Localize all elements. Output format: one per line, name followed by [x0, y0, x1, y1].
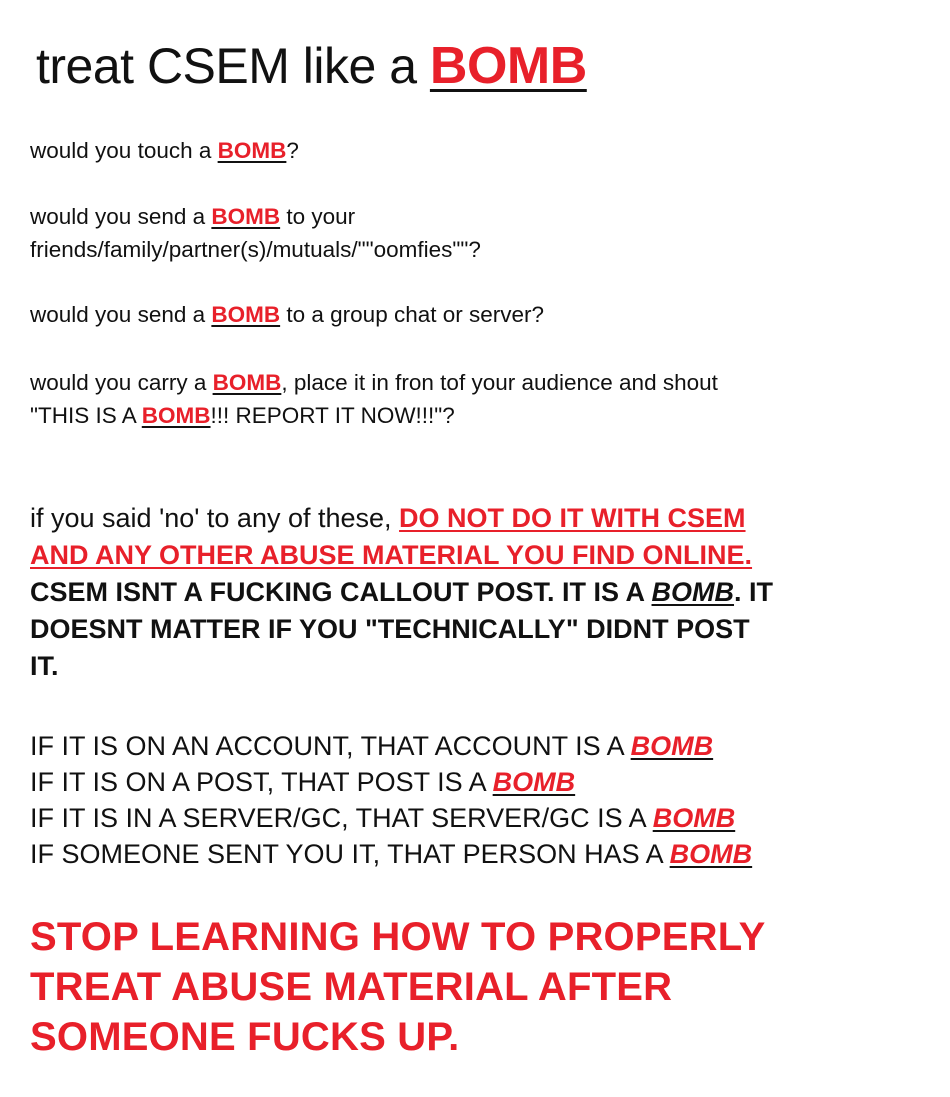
warning-intro: if you said 'no' to any of these,: [30, 503, 400, 533]
question-text: would you touch a: [30, 138, 218, 163]
question-text: friends/family/partner(s)/mutuals/""oomfies""?: [30, 237, 481, 262]
warning-bold-line: . IT: [734, 577, 774, 607]
warning-red-line: DO NOT DO IT WITH CSEM: [399, 503, 746, 533]
bomb-word: BOMB: [669, 839, 753, 869]
final-callout: [30, 912, 766, 1062]
question-carry: [30, 366, 718, 432]
rule-text: IF IT IS IN A SERVER/GC, THAT SERVER/GC IS A: [30, 803, 653, 833]
rule-line-account: [30, 728, 752, 764]
question-text: to a group chat or server?: [280, 302, 545, 327]
rule-text: IF SOMEONE SENT YOU IT, THAT PERSON HAS A: [30, 839, 670, 869]
question-text: would you send a: [30, 302, 212, 327]
rule-line-person: [30, 836, 752, 872]
question-text: to your: [280, 204, 356, 229]
question-text: would you send a: [30, 204, 212, 229]
question-text: ?: [286, 138, 299, 163]
warning-bold-line: CSEM ISNT A FUCKING CALLOUT POST. IT IS A: [30, 577, 652, 607]
final-line: TREAT ABUSE MATERIAL AFTER: [30, 965, 673, 1009]
rules-list: [30, 728, 752, 872]
bomb-word: BOMB: [212, 370, 282, 395]
final-line: SOMEONE FUCKS UP.: [30, 1015, 460, 1059]
bomb-word: BOMB: [651, 577, 735, 607]
warning-bold-line: DOESNT MATTER IF YOU "TECHNICALLY" DIDNT POST: [30, 614, 750, 644]
rule-text: IF IT IS ON A POST, THAT POST IS A: [30, 767, 493, 797]
question-text: would you carry a: [30, 370, 213, 395]
final-line: STOP LEARNING HOW TO PROPERLY: [30, 915, 766, 959]
bomb-word: BOMB: [492, 767, 576, 797]
question-send-friends: [30, 200, 481, 266]
bomb-word: BOMB: [141, 403, 211, 428]
title-bomb-emphasis: BOMB: [429, 37, 587, 95]
question-text: !!! REPORT IT NOW!!!"?: [210, 403, 455, 428]
rule-line-post: [30, 764, 752, 800]
bomb-word: BOMB: [211, 204, 281, 229]
warning-paragraph: [30, 500, 773, 685]
rule-text: IF IT IS ON AN ACCOUNT, THAT ACCOUNT IS A: [30, 731, 631, 761]
title-prefix: treat CSEM like a: [36, 38, 430, 94]
question-send-group: [30, 298, 544, 331]
warning-bold-line: IT.: [30, 651, 59, 681]
bomb-word: BOMB: [211, 302, 281, 327]
bomb-word: BOMB: [652, 803, 736, 833]
warning-red-line: AND ANY OTHER ABUSE MATERIAL YOU FIND ONLINE.: [30, 540, 753, 570]
bomb-word: BOMB: [217, 138, 287, 163]
question-touch: [30, 134, 299, 167]
question-text: "THIS IS A: [30, 403, 142, 428]
question-text: , place it in fron tof your audience and shout: [281, 370, 718, 395]
page-title: [36, 34, 587, 98]
bomb-word: BOMB: [630, 731, 714, 761]
rule-line-server: [30, 800, 752, 836]
